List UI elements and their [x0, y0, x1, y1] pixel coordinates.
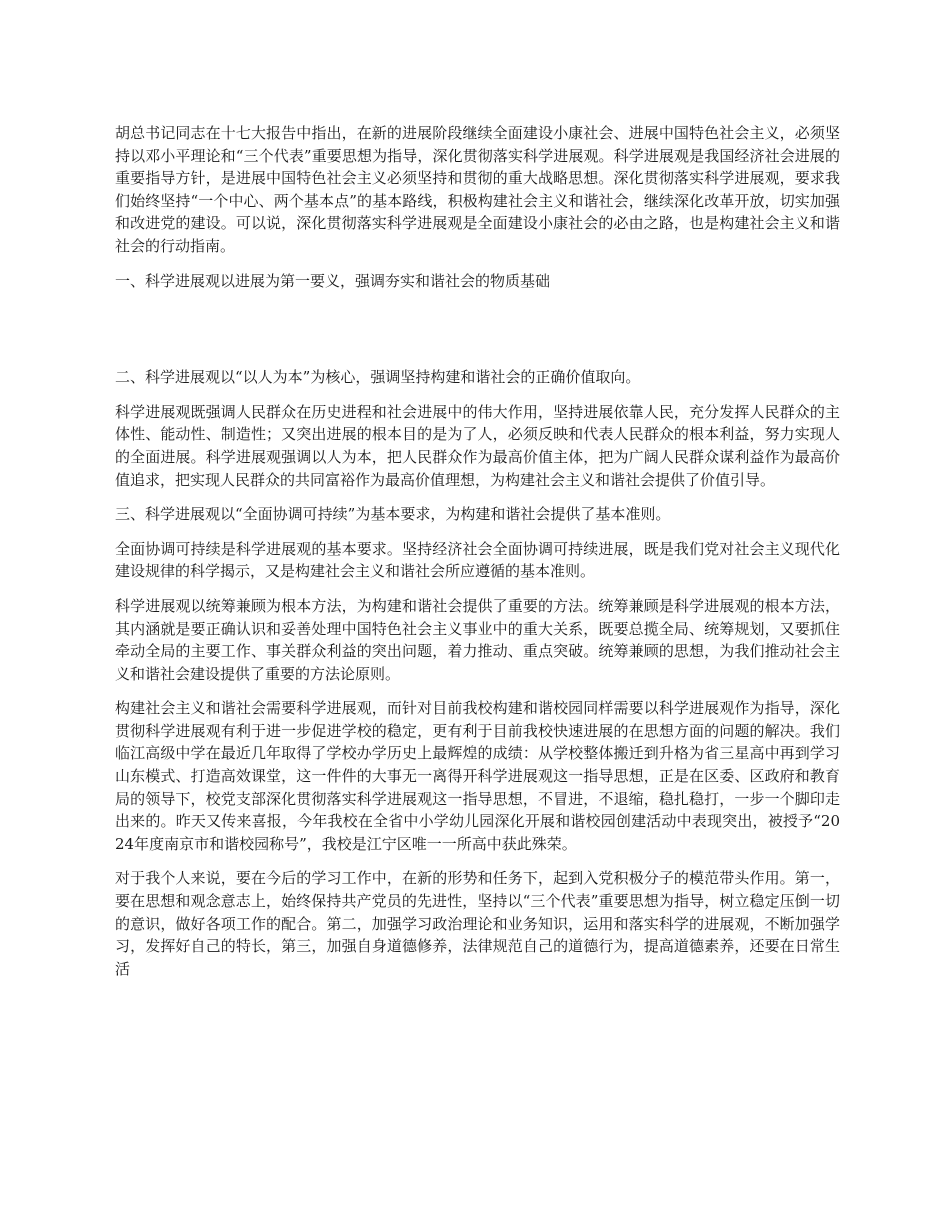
- section-heading-2: 二、科学进展观以“以人为本”为核心，强调坚持构建和谐社会的正确价值取向。: [115, 368, 641, 387]
- section-heading-3: 三、科学进展观以“全面协调可持续”为基本要求，为构建和谐社会提供了基本准则。: [115, 505, 671, 524]
- intro-paragraph: 胡总书记同志在十七大报告中指出，在新的进展阶段继续全面建设小康社会、进展中国特色社会主义，必须坚持以邓小平理论和“三个代表”重要思想为指导，深化贯彻落实科学进展观。科学进展观是我国经济社会进展的重要指导方针，是进展中国特色社会主义必须坚持和贯彻的重大战略思想。深化贯彻落实科学进展观，要求我们始终坚持“一个中心、两个基本点”的基本路线，积极构建社会主义和谐社会，继续深化改革开放，切实加强和改进党的建设。可以说，深化贯彻落实科学进展观是全面建设小康社会的必由之路，也是构建社会主义和谐社会的行动指南。: [115, 124, 840, 255]
- section-heading-1: 一、科学进展观以进展为第一要义，强调夯实和谐社会的物质基础: [115, 271, 551, 290]
- document-body: [115, 122, 840, 992]
- method-paragraph: 科学进展观以统筹兼顾为根本方法，为构建和谐社会提供了重要的方法。统筹兼顾是科学进展观的根本方法，其内涵就是要正确认识和妥善处理中国特色社会主义事业中的重大关系，既要总揽全局、统筹规划，又要抓住牵动全局的主要工作、事关群众利益的突出问题，着力推动、重点突破。统筹兼顾的思想，为我们推动社会主义和谐社会建设提供了重要的方法论原则。: [115, 596, 840, 683]
- personal-paragraph: 对于我个人来说，要在今后的学习工作中，在新的形势和任务下，起到入党积极分子的模范带头作用。第一，要在思想和观念意志上，始终保持共产党员的先进性，坚持以“三个代表”重要思想为指导，树立稳定压倒一切的意识，做好各项工作的配合。第二，加强学习政治理论和业务知识，运用和落实科学的进展观，不断加强学习，发挥好自己的特长，第三，加强自身道德修养，法律规范自己的道德行为，提高道德素养，还要在日常生活: [115, 869, 840, 978]
- section-2-paragraph: 科学进展观既强调人民群众在历史进程和社会进展中的伟大作用，坚持进展依靠人民，充分发挥人民群众的主体性、能动性、制造性；又突出进展的根本目的是为了人，必须反映和代表人民群众的根本利益，努力实现人的全面进展。科学进展观强调以人为本，把人民群众作为最高价值主体，把为广阔人民群众谋利益作为最高价值追求，把实现人民群众的共同富裕作为最高价值理想，为构建社会主义和谐社会提供了价值引导。: [115, 402, 840, 489]
- section-3-paragraph: 全面协调可持续是科学进展观的基本要求。坚持经济社会全面协调可持续进展，既是我们党对社会主义现代化建设规律的科学揭示，又是构建社会主义和谐社会所应遵循的基本准则。: [115, 539, 840, 581]
- school-paragraph: 构建社会主义和谐社会需要科学进展观，而针对目前我校构建和谐校园同样需要以科学进展观作为指导，深化贯彻科学进展观有利于进一步促进学校的稳定，更有利于目前我校快速进展的在思想方面的问题的解决。我们临江高级中学在最近几年取得了学校办学历史上最辉煌的成绩：从学校整体搬迁到升格为省三星高中再到学习山东模式、打造高效课堂，这一件件的大事无一离得开科学进展观这一指导思想，正是在区委、区政府和教育局的领导下，校党支部深化贯彻落实科学进展观这一指导思想，不冒进，不退缩，稳扎稳打，一步一个脚印走出来的。昨天又传来喜报，今年我校在全省中小学幼儿园深化开展和谐校园创建活动中表现突出，被授予“2024年度南京市和谐校园称号”，我校是江宁区唯一一所高中获此殊荣。: [115, 699, 840, 853]
- blank-space: [115, 304, 840, 366]
